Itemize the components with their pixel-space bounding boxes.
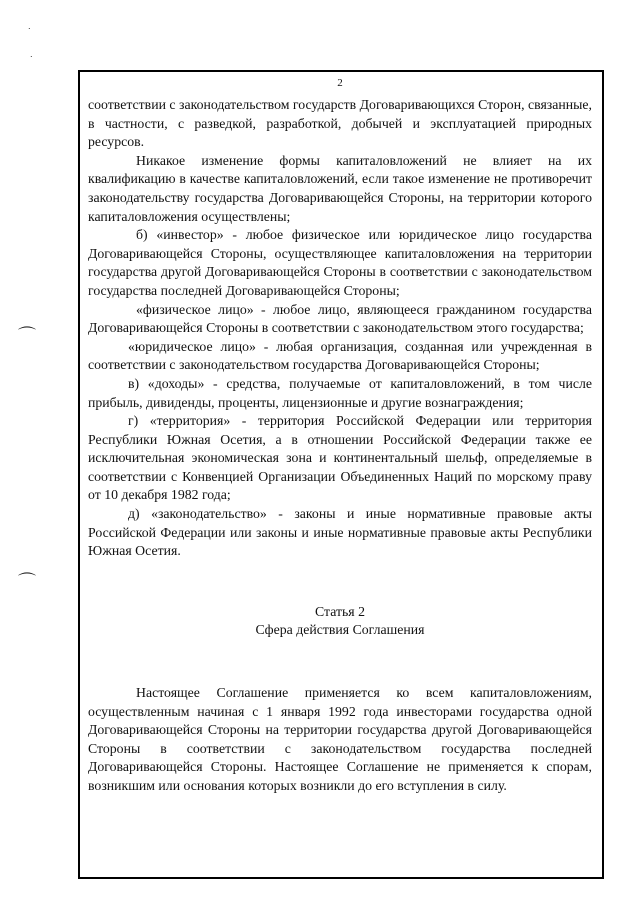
scan-dot-mark: . (28, 22, 31, 31)
binder-hole-mark: ⌒ (18, 572, 36, 593)
paragraph-natural-person: «физическое лицо» - любое лицо, являющееся гражданином государства Договаривающейся Стороны в соответствии с законодательством этого государства; (88, 301, 592, 336)
paragraph-legal-entity: «юридическое лицо» - любая организация, созданная или учрежденная в соответствии с законодательством государства Договаривающейся Стороны; (88, 338, 592, 373)
paragraph: соответствии с законодательством государств Договаривающихся Сторон, связанные, в частности, с разведкой, разработкой, добычей и эксплуатацией природных ресурсов. (88, 97, 592, 150)
paragraph: Никакое изменение формы капиталовложений не влияет на их квалификацию в качестве капиталовложений, если такое изменение не противоречит законодательству государства Договаривающейся Стороны, на территории которого капиталовложения осуществлены; (88, 152, 592, 224)
article-number: Статья 2 (314, 603, 365, 619)
scan-dot-mark: . (30, 50, 33, 59)
paragraph-legislation: д) «законодательство» - законы и иные нормативные правовые акты Российской Федерации или законы и иные нормативные правовые акты Республики Южная Осетия. (88, 506, 592, 559)
document-body (88, 76, 592, 796)
paragraph-investor: б) «инвестор» - любое физическое или юридическое лицо государства Договаривающейся Стороны, осуществляющее капиталовложения на территории государства другой Договаривающейся Стороны в соответствии с законодательством государства последней Договаривающейся Стороны; (88, 227, 592, 298)
paragraph-income: в) «доходы» - средства, получаемые от капиталовложений, в том числе прибыль, дивиденды, проценты, лицензионные и другие вознаграждения; (88, 375, 592, 410)
page-number: 2 (337, 77, 343, 89)
binder-hole-mark: ⌒ (18, 326, 36, 347)
paragraph-territory: г) «территория» - территория Российской Федерации или территория Республики Южная Осетия, а в отношении Российской Федерации также ее исключительная экономическая зона и континентальный шельф, определяемые в соответствии с Конвенцией Организации Объединенных Наций по морскому праву от 10 декабря 1982 года; (88, 413, 592, 503)
article-text: Настоящее Соглашение применяется ко всем капиталовложениям, осуществленным начиная с 1 января 1992 года инвесторами государства одной Договаривающейся Стороны на территории государства другой Договаривающейся Стороны в соответствии с законодательством государства последней Договаривающейся Стороны. Настоящее Соглашение не применяется к спорам, возникшим или основания которых возникли до его вступления в силу. (88, 685, 592, 793)
article-title: Сфера действия Соглашения (255, 622, 425, 638)
